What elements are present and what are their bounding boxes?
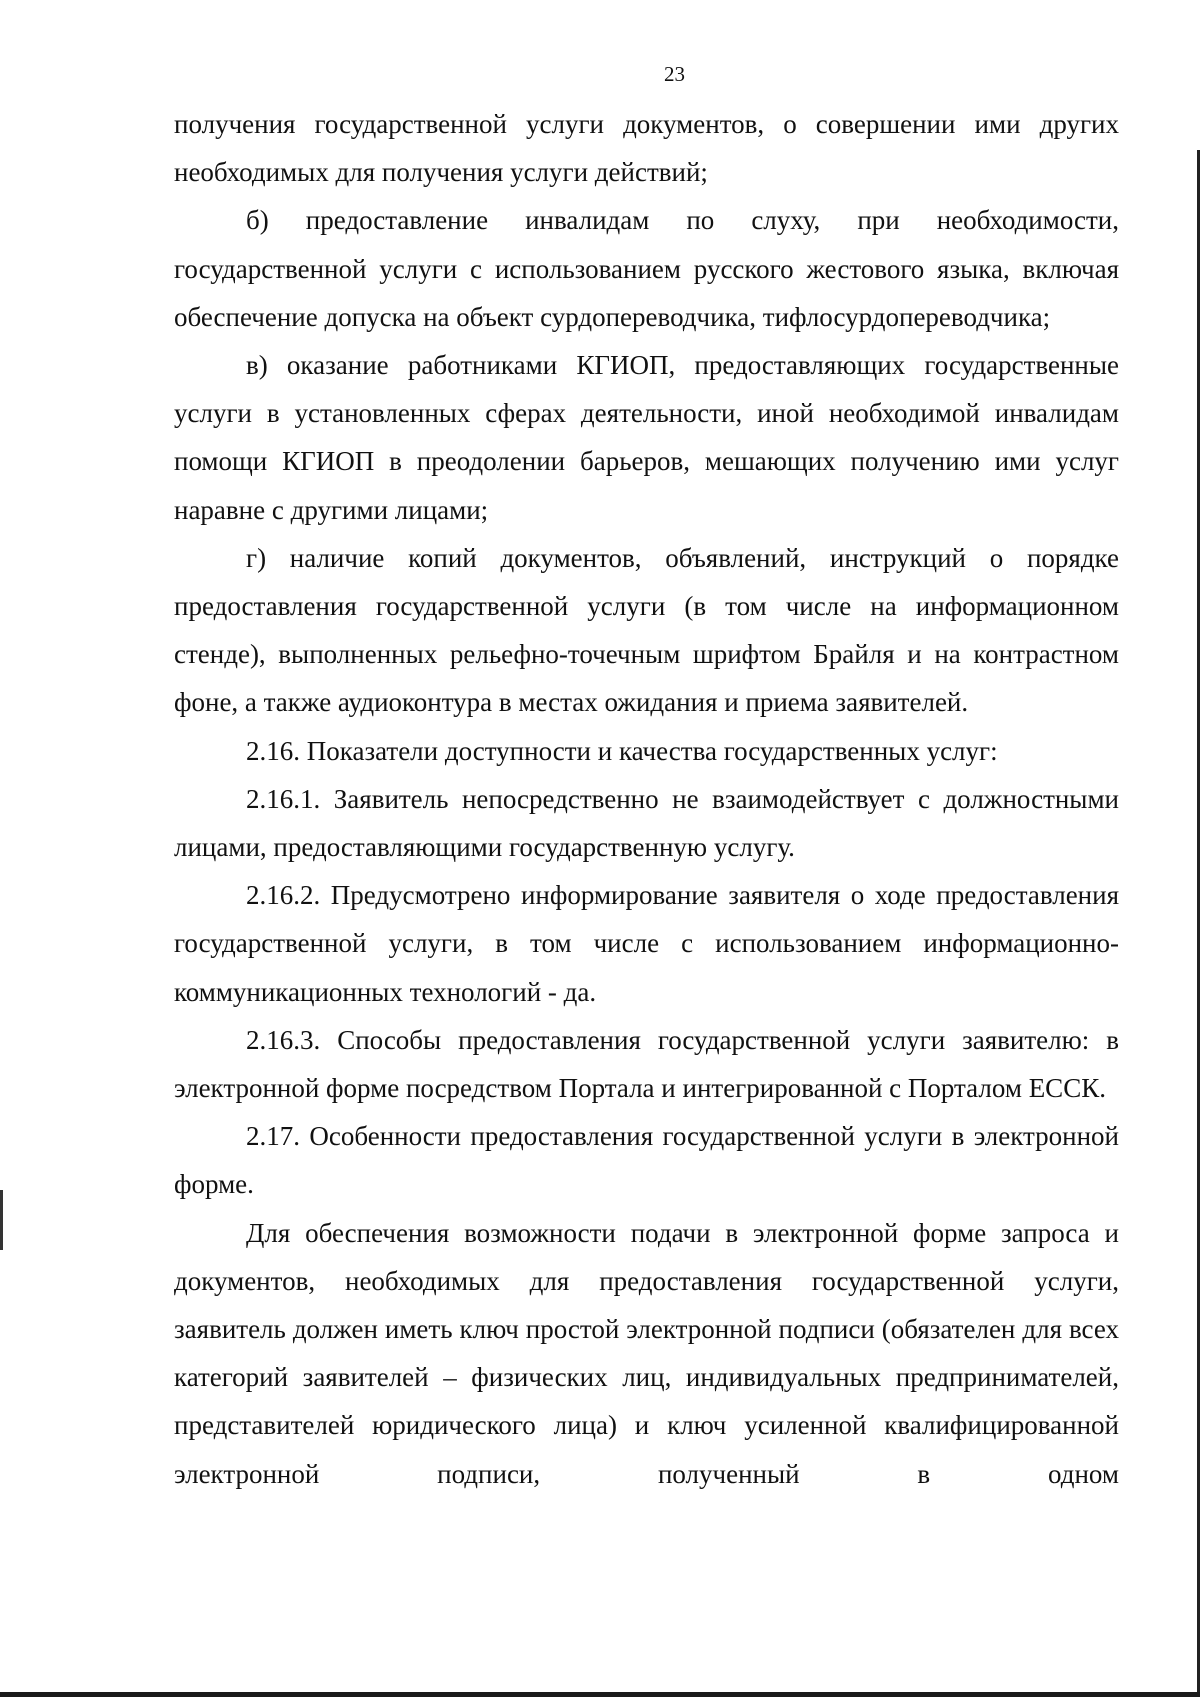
section-heading: 2.17. Особенности предоставления государственной услуги в электронной форме.: [174, 1121, 1119, 1200]
document-body: [174, 100, 1119, 1498]
paragraph: в) оказание работниками КГИОП, предоставляющих государственные услуги в установленных сферах деятельности, иной необходимой инвалидам помощи КГИОП в преодолении барьеров, мешающих получению ими услуг наравне с другими лицами;: [174, 350, 1119, 525]
paragraph: 2.16.2. Предусмотрено информирование заявителя о ходе предоставления государственной услуги, в том числе с использованием информационно-коммуникационных технологий - да.: [174, 880, 1119, 1007]
paragraph: б) предоставление инвалидам по слуху, при необходимости, государственной услуги с использованием русского жестового языка, включая обеспечение допуска на объект сурдопереводчика, тифлосурдопереводчика;: [174, 205, 1119, 332]
page-number: 23: [664, 62, 685, 86]
paragraph: Для обеспечения возможности подачи в электронной форме запроса и документов, необходимых для предоставления государственной услуги, заявитель должен иметь ключ простой электронной подписи (обязателен для всех категорий заявителей – физических лиц, индивидуальных предпринимателей, представителей юридического лица) и ключ усиленной квалифицированной электронной подписи, полученный в одном: [174, 1217, 1119, 1489]
paragraph: 2.16.1. Заявитель непосредственно не взаимодействует с должностными лицами, предоставляющими государственную услугу.: [174, 783, 1119, 863]
scan-edge-left: [0, 1190, 3, 1250]
scan-edge-bottom: [0, 1692, 1200, 1697]
paragraph: 2.16.3. Способы предоставления государственной услуги заявителю: в электронной форме посредством Портала и интегрированной с Порталом ЕССК.: [174, 1024, 1119, 1104]
section-heading: 2.16. Показатели доступности и качества государственных услуг:: [246, 735, 998, 766]
paragraph: получения государственной услуги документов, о совершении ими других необходимых для получения услуги действий;: [174, 109, 1119, 188]
paragraph: г) наличие копий документов, объявлений, инструкций о порядке предоставления государственной услуги (в том числе на информационном стенде), выполненных рельефно-точечным шрифтом Брайля и на контрастном фоне, а также аудиоконтура в местах ожидания и приема заявителей.: [174, 542, 1119, 718]
